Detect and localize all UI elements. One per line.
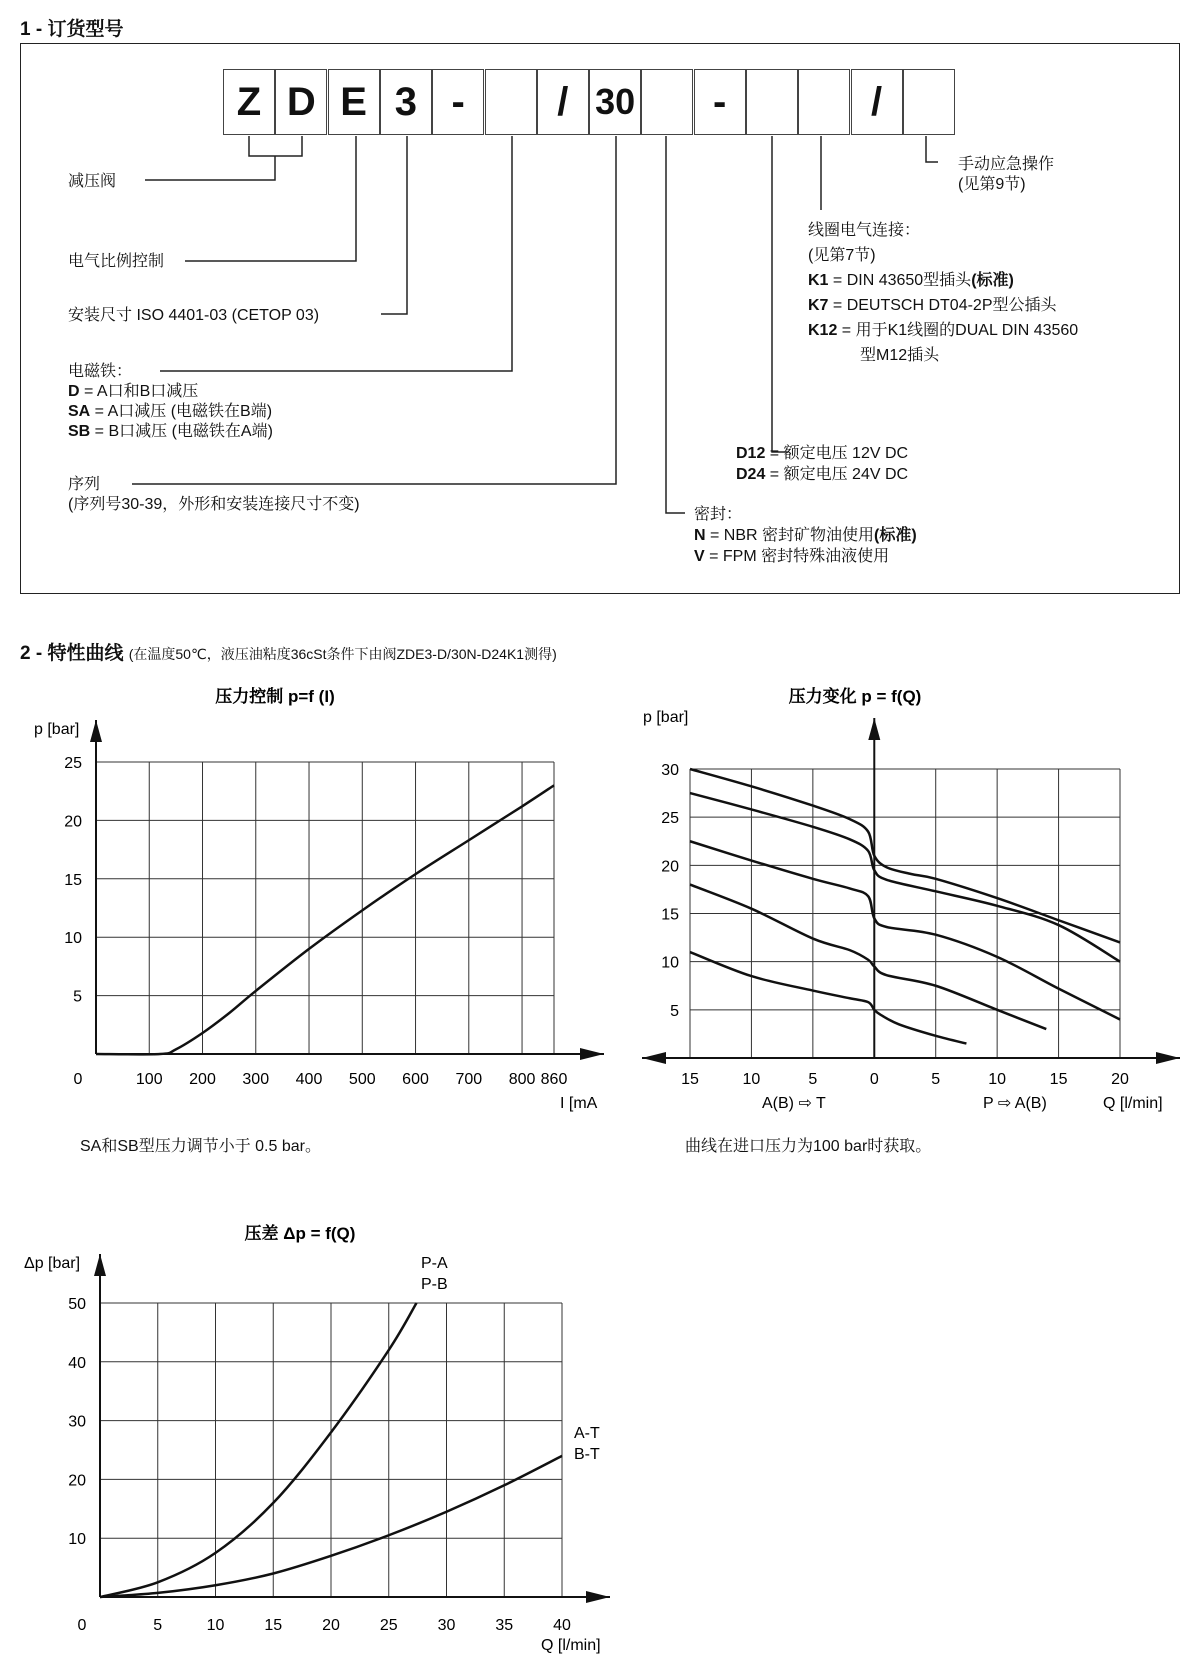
legend-series bbox=[68, 475, 360, 515]
chart2-title: 压力变化 p = f(Q) bbox=[788, 687, 922, 706]
chart3-x-tick: 35 bbox=[495, 1617, 514, 1634]
manual-line1: 手动应急操作 bbox=[958, 156, 1055, 173]
seal-title: 密封： bbox=[694, 506, 743, 523]
chart1-x-tick: 700 bbox=[455, 1071, 483, 1088]
coil-desc-cont: 型M12插头 bbox=[860, 347, 940, 364]
series-note: (序列号30-39，外形和安装连接尺寸不变) bbox=[68, 496, 360, 513]
solenoid-title: 电磁铁： bbox=[68, 363, 133, 380]
code-cell: - bbox=[694, 69, 746, 135]
coil-key: K1 bbox=[808, 272, 829, 289]
chart2-curve bbox=[690, 952, 966, 1044]
legend-solenoid bbox=[68, 362, 273, 442]
code-cell: / bbox=[537, 69, 589, 135]
chart2-x-tick: 10 bbox=[742, 1071, 761, 1088]
chart3-x-tick: 10 bbox=[206, 1617, 225, 1634]
solenoid-desc: = A口和B口减压 bbox=[79, 383, 199, 400]
legend-voltage bbox=[736, 443, 908, 485]
chart3-series-label: P-A bbox=[421, 1255, 448, 1272]
chart2-x-arrow-right bbox=[1156, 1052, 1180, 1064]
chart3-series-label: A-T bbox=[574, 1425, 600, 1442]
chart3-y-tick: 50 bbox=[68, 1296, 86, 1313]
chart2-y-tick: 25 bbox=[661, 810, 679, 828]
code-cell: 30 bbox=[589, 69, 641, 135]
coil-key: K12 bbox=[808, 322, 838, 339]
chart2-y-tick: 30 bbox=[661, 762, 679, 779]
coil-desc: = 用于K1线圈的DUAL DIN 43560 bbox=[837, 322, 1079, 339]
chart3-title: 压差 Δp = f(Q) bbox=[244, 1224, 356, 1243]
voltage-desc: = 额定电压 12V DC bbox=[765, 445, 909, 462]
chart2-y-arrow bbox=[868, 718, 880, 740]
coil-desc: = DIN 43650型插头 bbox=[828, 272, 972, 289]
legend-reducing-valve: 减压阀 bbox=[68, 173, 117, 190]
chart3-xlabel: Q [l/min] bbox=[541, 1637, 601, 1654]
legend-coil bbox=[808, 218, 1078, 368]
chart2-x-tick: 15 bbox=[681, 1071, 699, 1088]
chart3-y-tick: 20 bbox=[68, 1472, 86, 1490]
chart2-ylabel: p [bar] bbox=[643, 709, 689, 726]
chart1-y-arrow bbox=[90, 720, 102, 742]
code-cell: 3 bbox=[380, 69, 432, 135]
solenoid-key: SA bbox=[68, 403, 91, 420]
seal-key: N bbox=[694, 527, 706, 544]
chart3-x-arrow bbox=[586, 1591, 610, 1603]
coil-key: K7 bbox=[808, 297, 829, 314]
chart1-y-tick: 10 bbox=[64, 930, 82, 948]
chart2-x-tick: 0 bbox=[869, 1071, 879, 1088]
chart1-curve bbox=[96, 785, 554, 1054]
section1-title: 1 - 订货型号 bbox=[20, 19, 124, 40]
code-cell: Z bbox=[223, 69, 275, 135]
solenoid-desc: = A口减压 (电磁铁在B端) bbox=[90, 403, 273, 420]
chart1-ylabel: p [bar] bbox=[34, 721, 80, 738]
chart1-x-tick: 300 bbox=[242, 1071, 270, 1088]
chart2-y-tick: 20 bbox=[661, 858, 679, 876]
chart1-x-tick: 400 bbox=[295, 1071, 323, 1088]
chart3-series-label: B-T bbox=[574, 1446, 600, 1463]
voltage-key: D12 bbox=[736, 445, 766, 462]
chart2-dir-left: A(B) ⇨ T bbox=[762, 1095, 826, 1112]
chart1-x-tick: 0 bbox=[73, 1071, 83, 1088]
chart3-x-tick: 15 bbox=[264, 1617, 283, 1634]
charts-canvas bbox=[0, 660, 1200, 1668]
seal-standard: (标准) bbox=[874, 527, 917, 544]
chart1-x-tick: 200 bbox=[189, 1071, 216, 1088]
legend-size: 安装尺寸 ISO 4401-03 (CETOP 03) bbox=[68, 307, 320, 324]
chart2-x-tick: 15 bbox=[1049, 1071, 1068, 1088]
legend-electric-prop: 电气比例控制 bbox=[68, 253, 165, 270]
chart3-ylabel: Δp [bar] bbox=[24, 1255, 81, 1272]
chart2-xlabel: Q [l/min] bbox=[1103, 1095, 1163, 1112]
chart2-y-tick: 5 bbox=[670, 1002, 679, 1020]
chart2-x-tick: 5 bbox=[931, 1071, 941, 1088]
chart1-title: 压力控制 p=f (I) bbox=[215, 687, 335, 706]
solenoid-desc: = B口减压 (电磁铁在A端) bbox=[90, 423, 273, 440]
chart1-xlabel: I [mA bbox=[560, 1095, 598, 1112]
chart3-x-tick: 20 bbox=[322, 1617, 340, 1634]
chart1-x-arrow bbox=[580, 1048, 604, 1060]
code-cell: D bbox=[275, 69, 327, 135]
coil-desc: = DEUTSCH DT04-2P型公插头 bbox=[828, 297, 1057, 314]
chart1-y-tick: 15 bbox=[64, 871, 82, 889]
chart2-dir-right: P ⇨ A(B) bbox=[983, 1095, 1047, 1112]
chart3-x-tick: 40 bbox=[553, 1617, 571, 1634]
manual-line2: (见第9节) bbox=[958, 176, 1026, 193]
chart2-note: 曲线在进口压力为100 bar时获取。 bbox=[685, 1138, 932, 1155]
chart1-y-tick: 5 bbox=[73, 988, 82, 1006]
code-cell: E bbox=[328, 69, 380, 135]
chart2-x-tick: 10 bbox=[988, 1071, 1007, 1088]
chart1-y-tick: 20 bbox=[64, 813, 82, 831]
code-cell: / bbox=[851, 69, 903, 135]
coil-standard: (标准) bbox=[971, 272, 1014, 289]
chart3-y-arrow bbox=[94, 1254, 106, 1276]
chart3-curve bbox=[100, 1303, 416, 1597]
chart2-x-tick: 5 bbox=[808, 1071, 818, 1088]
voltage-key: D24 bbox=[736, 466, 766, 483]
chart2-curve bbox=[690, 769, 1120, 942]
chart2-curve bbox=[690, 841, 1120, 1019]
chart2-y-tick: 10 bbox=[661, 954, 679, 972]
chart3-y-tick: 30 bbox=[68, 1413, 86, 1431]
chart3-y-tick: 40 bbox=[68, 1354, 86, 1372]
legend-manual bbox=[958, 155, 1054, 195]
chart3-y-tick: 10 bbox=[68, 1531, 86, 1549]
solenoid-key: D bbox=[68, 383, 80, 400]
solenoid-key: SB bbox=[68, 423, 91, 440]
chart1-x-tick: 860 bbox=[540, 1071, 568, 1088]
chart3-x-tick: 25 bbox=[379, 1617, 398, 1634]
seal-desc: = NBR 密封矿物油使用 bbox=[705, 527, 875, 544]
chart2-x-arrow-left bbox=[642, 1052, 666, 1064]
chart3-series-label: P-B bbox=[421, 1276, 448, 1293]
chart2-x-tick: 20 bbox=[1111, 1071, 1129, 1088]
chart2-curve bbox=[690, 885, 1046, 1030]
chart3-x-tick: 30 bbox=[437, 1617, 456, 1634]
seal-desc: = FPM 密封特殊油液使用 bbox=[704, 548, 890, 565]
coil-title: 线圈电气连接： bbox=[808, 222, 921, 239]
section2-heading: 2 - 特性曲线 bbox=[20, 643, 124, 664]
series-title: 序列 bbox=[68, 476, 101, 493]
coil-ref: (见第7节) bbox=[808, 247, 876, 264]
code-cell: - bbox=[432, 69, 484, 135]
seal-key: V bbox=[694, 548, 705, 565]
chart1-x-tick: 500 bbox=[348, 1071, 376, 1088]
chart2-curve bbox=[690, 793, 1120, 962]
chart1-x-tick: 600 bbox=[402, 1071, 429, 1088]
chart1-x-tick: 800 bbox=[508, 1071, 536, 1088]
chart3-x-tick: 0 bbox=[77, 1617, 87, 1634]
section2-subtitle: (在温度50℃，液压油粘度36cSt条件下由阀ZDE3-D/30N-D24K1测得) bbox=[128, 646, 557, 662]
legend-seal bbox=[694, 504, 917, 567]
chart1-x-tick: 100 bbox=[135, 1071, 163, 1088]
chart2-y-tick: 15 bbox=[661, 906, 679, 924]
voltage-desc: = 额定电压 24V DC bbox=[765, 466, 909, 483]
chart1-y-tick: 25 bbox=[64, 755, 82, 772]
chart1-note: SA和SB型压力调节小于 0.5 bar。 bbox=[80, 1138, 321, 1155]
chart3-x-tick: 5 bbox=[153, 1617, 163, 1634]
